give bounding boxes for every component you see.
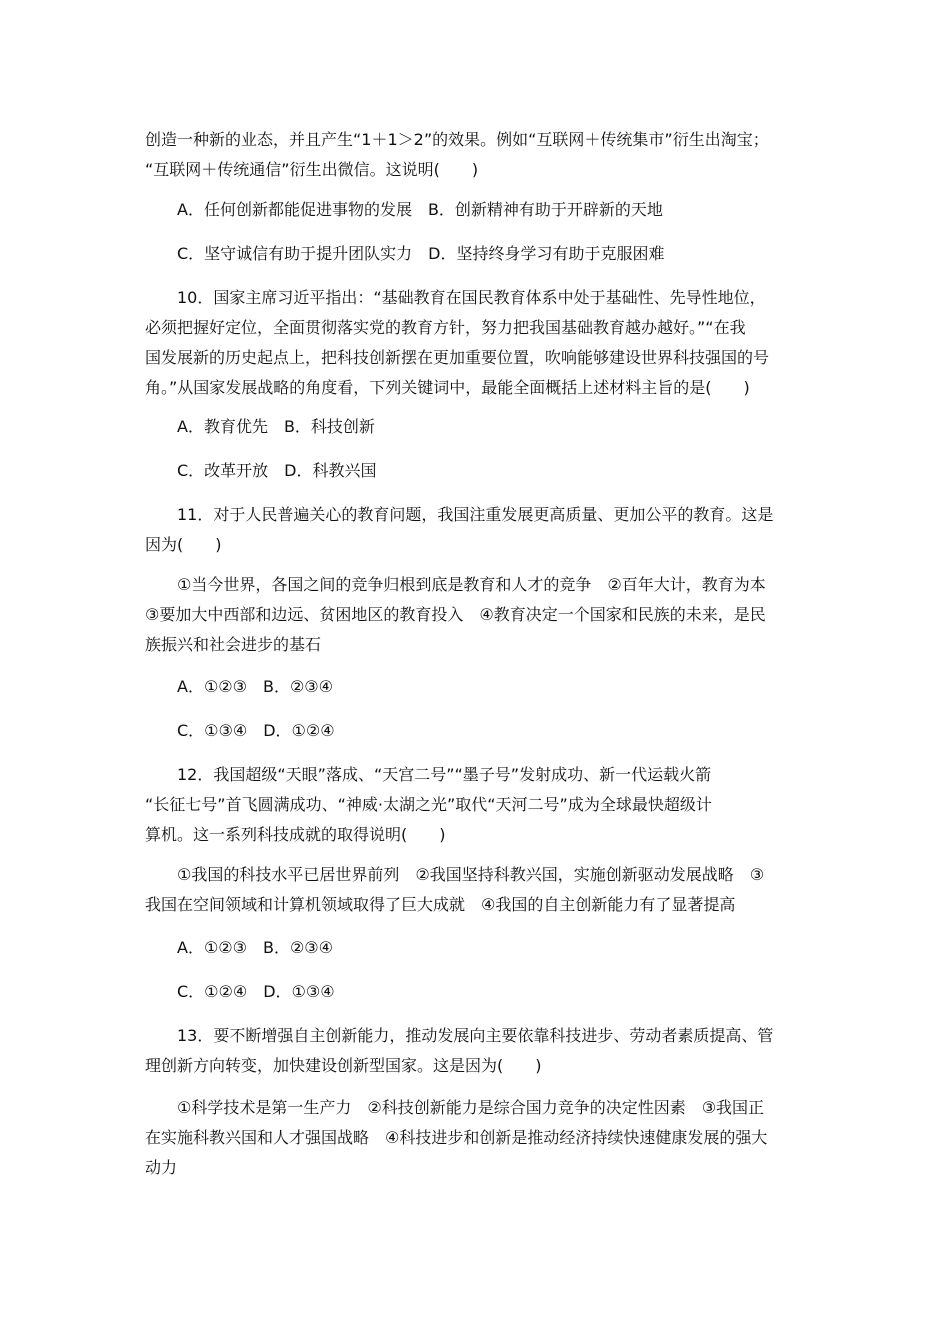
q11-statements (145, 570, 810, 660)
q9-stem (145, 125, 810, 185)
q10-stem-line: 10．国家主席习近平指出：“基础教育在国民教育体系中处于基础性、先导性地位， (177, 288, 766, 307)
q13-stem-line: 13．要不断增强自主创新能力，推动发展向主要依靠科技进步、劳动者素质提高、管 (177, 1026, 774, 1045)
q12-statement-line: 我国在空间领域和计算机领域取得了巨大成就 ④我国的自主创新能力有了显著提高 (145, 895, 736, 914)
q12-options-ab: A．①②③ B．②③④ (177, 938, 333, 957)
q11-stem (145, 500, 810, 560)
q13-stem-line: 理创新方向转变，加快建设创新型国家。这是因为( ) (145, 1056, 542, 1075)
q12-statement-line: ①我国的科技水平已居世界前列 ②我国坚持科教兴国，实施创新驱动发展战略 ③ (177, 865, 765, 884)
q11-options-ab: A．①②③ B．②③④ (177, 677, 333, 696)
q12-options-cd: C．①②④ D．①③④ (177, 982, 335, 1001)
q12-stem (145, 760, 810, 850)
q11-stem-line: 11．对于人民普遍关心的教育问题，我国注重发展更高质量、更加公平的教育。这是 (177, 505, 774, 524)
q9-stem-line: 创造一种新的业态，并且产生“1＋1＞2”的效果。例如“互联网＋传统集市”衍生出淘宝； (145, 130, 769, 149)
q12-stem-line: 算机。这一系列科技成就的取得说明( ) (145, 825, 446, 844)
q9-options-cd: C．坚守诚信有助于提升团队实力 D．坚持终身学习有助于克服困难 (177, 244, 665, 263)
q10-stem-line: 必须把握好定位，全面贯彻落实党的教育方针，努力把我国基础教育越办越好。”“在我 (145, 318, 746, 337)
q11-options-cd: C．①③④ D．①②④ (177, 721, 335, 740)
q9-options-ab: A．任何创新都能促进事物的发展 B．创新精神有助于开辟新的天地 (177, 200, 663, 219)
q10-stem-line: 角。”从国家发展战略的角度看，下列关键词中，最能全面概括上述材料主旨的是( ) (145, 378, 750, 397)
q11-stem-line: 因为( ) (145, 535, 222, 554)
q13-statement-line: 动力 (145, 1158, 178, 1177)
q13-statement-line: 在实施科教兴国和人才强国战略 ④科技进步和创新是推动经济持续快速健康发展的强大 (145, 1128, 768, 1147)
q13-stem (145, 1021, 810, 1081)
q11-statement-line: ③要加大中西部和边远、贫困地区的教育投入 ④教育决定一个国家和民族的未来，是民 (145, 605, 766, 624)
q10-options-ab: A．教育优先 B．科技创新 (177, 417, 375, 436)
q12-stem-line: “长征七号”首飞圆满成功、“神威·太湖之光”取代“天河二号”成为全球最快超级计 (145, 795, 712, 814)
q13-statement-line: ①科学技术是第一生产力 ②科技创新能力是综合国力竞争的决定性因素 ③我国正 (177, 1098, 765, 1117)
q12-statements (145, 860, 810, 920)
q12-stem-line: 12．我国超级“天眼”落成、“天宫二号”“墨子号”发射成功、新一代运载火箭 (177, 765, 712, 784)
q10-stem-line: 国发展新的历史起点上，把科技创新摆在更加重要位置，吹响能够建设世界科技强国的号 (145, 348, 770, 367)
q10-options-cd: C．改革开放 D．科教兴国 (177, 461, 377, 480)
q13-statements (145, 1093, 810, 1183)
q10-stem (145, 283, 810, 403)
q11-statement-line: 族振兴和社会进步的基石 (145, 635, 322, 654)
q11-statement-line: ①当今世界，各国之间的竞争归根到底是教育和人才的竞争 ②百年大计，教育为本 (177, 575, 766, 594)
q9-stem-line: “互联网＋传统通信”衍生出微信。这说明( ) (145, 160, 479, 179)
